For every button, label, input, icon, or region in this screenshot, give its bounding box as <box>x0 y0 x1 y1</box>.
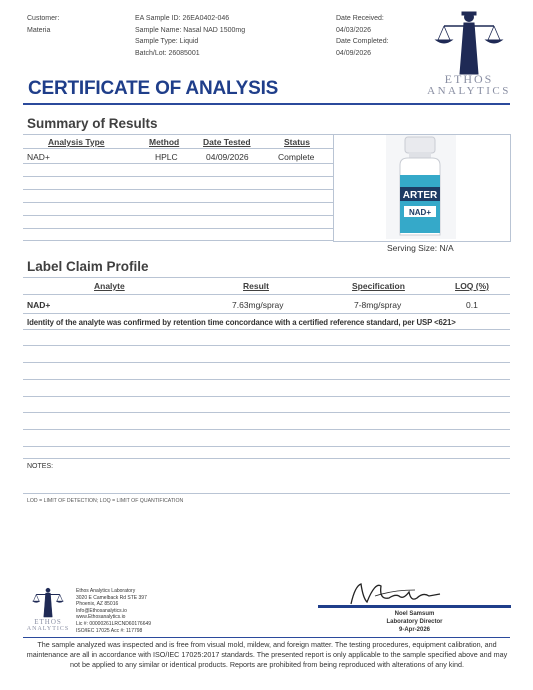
page-title: CERTIFICATE OF ANALYSIS <box>28 78 279 99</box>
date-completed-label: Date Completed: <box>336 38 389 45</box>
date-received-label: Date Received: <box>336 15 384 22</box>
dates-block <box>336 13 389 59</box>
lab-license: Lic #: 00000261LRCND60176649 <box>76 620 152 627</box>
col-specification: Specification <box>352 281 405 291</box>
date-completed: 04/09/2026 <box>336 49 372 57</box>
lab-info <box>76 588 151 634</box>
product-name-text: NAD+ <box>408 208 432 217</box>
summary-row-line <box>23 240 333 241</box>
col-analyte: Analyte <box>94 281 125 291</box>
col-status: Status <box>284 137 310 147</box>
logo-line2: ANALYTICS <box>427 85 511 97</box>
signer-block <box>318 610 511 634</box>
identity-note: Identity of the analyte was confirmed by retention time concordance with a certified reference standard, per USP <621> <box>27 318 456 327</box>
customer-block <box>27 13 59 36</box>
sample-block <box>135 13 245 59</box>
col-loq: LOQ (%) <box>455 281 489 291</box>
summary-heading: Summary of Results <box>27 116 158 131</box>
sample-type: Sample Type: Liquid <box>135 38 199 45</box>
label-claim-row-line <box>23 458 510 459</box>
signature <box>345 578 445 608</box>
summary-row-line <box>23 189 333 190</box>
label-claim-top-line <box>23 277 510 278</box>
label-claim-row-line <box>23 379 510 380</box>
analyte-cell: NAD+ <box>27 300 51 310</box>
customer-value: Materia <box>27 26 51 34</box>
label-claim-row-line <box>23 329 510 330</box>
date-received: 04/03/2026 <box>336 26 372 34</box>
col-analysis-type: Analysis Type <box>48 137 105 147</box>
logo-line1: ETHOS <box>444 72 494 86</box>
summary-row-line <box>23 163 333 164</box>
lab-web: www.Ethosanalytics.io <box>76 614 126 621</box>
abbreviations: LOD = LIMIT OF DETECTION; LOQ = LIMIT OF QUANTIFICATION <box>27 498 184 504</box>
label-claim-row-line <box>23 313 510 314</box>
label-claim-row-line <box>23 429 510 430</box>
summary-date-cell: 04/09/2026 <box>206 152 249 162</box>
signer-date: 9-Apr-2026 <box>398 627 430 633</box>
loq-cell: 0.1 <box>466 300 478 310</box>
label-claim-row-line <box>23 345 510 346</box>
summary-row-line <box>23 215 333 216</box>
sample-id: EA Sample ID: 26EA0402-046 <box>135 15 230 22</box>
justice-figure-icon <box>424 8 514 76</box>
label-claim-row-line <box>23 362 510 363</box>
col-method: Method <box>149 137 180 147</box>
lab-email: Info@Ethosanalytics.io <box>76 607 127 614</box>
label-claim-row-line <box>23 396 510 397</box>
justice-figure-icon <box>24 586 72 618</box>
summary-method-cell: HPLC <box>155 152 178 162</box>
signer-title: Laboratory Director <box>386 619 443 625</box>
notes-bottom-line <box>23 493 510 494</box>
product-photo <box>386 135 456 239</box>
summary-row-line <box>23 148 333 149</box>
lab-address1: 3020 E Camelback Rd STE 397 <box>76 594 147 601</box>
summary-row-line <box>23 176 333 177</box>
footer-logo <box>24 586 72 636</box>
footer-logo-line1: ETHOS <box>34 618 62 626</box>
label-claim-row-line <box>23 446 510 447</box>
specification-cell: 7-8mg/spray <box>354 300 402 310</box>
col-result: Result <box>243 281 269 291</box>
customer-label: Customer: <box>27 15 60 22</box>
lab-iso: ISO/IEC 17025 Acc #: 117798 <box>76 627 143 634</box>
title-divider <box>23 103 510 105</box>
summary-row-line <box>23 228 333 229</box>
signature-line <box>318 605 511 608</box>
label-claim-row-line <box>23 294 510 295</box>
summary-row-line <box>23 202 333 203</box>
label-claim-heading: Label Claim Profile <box>27 259 149 274</box>
summary-type-cell: NAD+ <box>27 152 50 162</box>
footer-logo-line2: ANALYTICS <box>26 626 70 632</box>
product-brand-text: ARTER <box>402 190 438 201</box>
summary-status-cell: Complete <box>278 152 315 162</box>
notes-label: NOTES: <box>27 463 54 470</box>
col-date-tested: Date Tested <box>203 137 251 147</box>
sample-name: Sample Name: Nasal NAD 1500mg <box>135 26 246 34</box>
batch-lot: Batch/Lot: 26085001 <box>135 49 200 57</box>
signer-name: Noel Samsum <box>394 611 435 617</box>
lab-name: Ethos Analytics Laboratory <box>76 588 136 594</box>
disclaimer: The sample analyzed was inspected and is free from visual mold, mildew, and foreign matter. The testing procedures, equipment calibration, and maintenance are all in accordance with ISO/IEC 17025:2017 standards. The presented report is only applicable to the sample specified above and may not be applied to any similar or identical products. Reports are prohibited from being reproduced with alterations of any kind. <box>26 640 508 669</box>
lab-address2: Phoenix, AZ 85016 <box>76 601 119 608</box>
serving-size: Serving Size: N/A <box>387 243 454 253</box>
label-claim-row-line <box>23 412 510 413</box>
result-cell: 7.63mg/spray <box>232 300 284 310</box>
ethos-logo <box>424 8 514 100</box>
footer-divider <box>23 637 510 638</box>
